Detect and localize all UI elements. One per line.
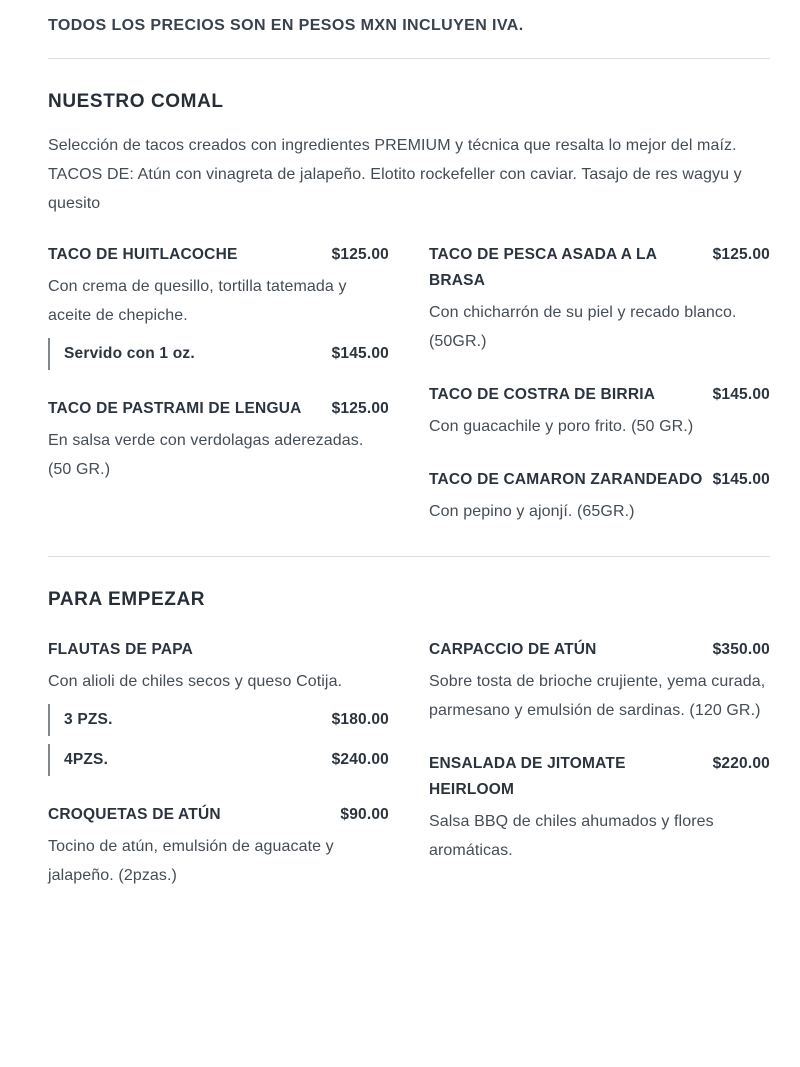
section-title: PARA EMPEZAR: [48, 589, 206, 610]
menu-item-head: [48, 396, 389, 422]
item-description: Con pepino y ajonjí. (65GR.): [429, 503, 635, 520]
menu-page: [48, 14, 770, 890]
item-name: TACO DE CAMARON ZARANDEADO: [429, 471, 703, 488]
menu-item-head: [429, 242, 770, 294]
item-price: $350.00: [712, 641, 770, 658]
item-description: Sobre tosta de brioche crujiente, yema curada, parmesano y emulsión de sardinas. (120 GR.): [429, 673, 766, 719]
item-variant-row: [48, 338, 389, 370]
menu-column: [429, 637, 770, 865]
item-price: $125.00: [331, 400, 389, 417]
menu-section: [48, 58, 770, 526]
section-description: Selección de tacos creados con ingredientes PREMIUM y técnica que resalta lo mejor del maíz. TACOS DE: Atún con vinagreta de jalapeño. Elotito rockefeller con caviar. Tasajo de res wagyu y quesito: [48, 137, 742, 212]
menu-item: [429, 242, 770, 356]
item-price: $145.00: [712, 386, 770, 403]
item-name: TACO DE PASTRAMI DE LENGUA: [48, 400, 302, 417]
variant-price: $145.00: [331, 345, 389, 362]
variant-price: $180.00: [331, 711, 389, 728]
menu-section: [48, 556, 770, 890]
menu-column: [48, 242, 389, 484]
item-description: En salsa verde con verdolagas aderezadas. (50 GR.): [48, 432, 364, 478]
item-description: Salsa BBQ de chiles ahumados y flores aromáticas.: [429, 813, 714, 859]
section-divider: [48, 58, 770, 59]
section-divider: [48, 556, 770, 557]
section-title: NUESTRO COMAL: [48, 91, 224, 112]
item-price: $125.00: [712, 246, 770, 263]
variant-label: Servido con 1 oz.: [64, 345, 195, 362]
item-description: Con guacachile y poro frito. (50 GR.): [429, 418, 694, 435]
menu-item: [429, 467, 770, 526]
item-variant-row: [48, 704, 389, 736]
menu-column: [429, 242, 770, 526]
item-name: CROQUETAS DE ATÚN: [48, 806, 221, 823]
item-name: FLAUTAS DE PAPA: [48, 641, 194, 658]
item-description: Tocino de atún, emulsión de aguacate y jalapeño. (2pzas.): [48, 838, 334, 884]
item-variant-row: [48, 744, 389, 776]
menu-item: [48, 242, 389, 370]
menu-item-head: [48, 637, 389, 663]
menu-item: [48, 637, 389, 776]
item-price: $90.00: [340, 806, 389, 823]
menu-item: [429, 637, 770, 725]
menu-item-head: [429, 382, 770, 408]
variant-price: $240.00: [331, 751, 389, 768]
item-price: $220.00: [712, 755, 770, 772]
menu-item-head: [48, 242, 389, 268]
item-description: Con crema de quesillo, tortilla tatemada y aceite de chepiche.: [48, 278, 347, 324]
menu-columns: [48, 637, 770, 890]
item-name: TACO DE PESCA ASADA A LA BRASA: [429, 246, 657, 289]
menu-item: [48, 802, 389, 890]
variant-label: 4PZS.: [64, 751, 109, 768]
item-description: Con alioli de chiles secos y queso Cotija.: [48, 673, 343, 690]
menu-columns: [48, 242, 770, 526]
item-price: $145.00: [712, 471, 770, 488]
price-note: TODOS LOS PRECIOS SON EN PESOS MXN INCLUYEN IVA.: [48, 17, 524, 34]
menu-item: [429, 751, 770, 865]
menu-sections: [48, 58, 770, 890]
menu-column: [48, 637, 389, 890]
item-name: ENSALADA DE JITOMATE HEIRLOOM: [429, 755, 626, 798]
menu-item-head: [429, 637, 770, 663]
variant-label: 3 PZS.: [64, 711, 113, 728]
menu-item-head: [429, 751, 770, 803]
item-name: TACO DE HUITLACOCHE: [48, 246, 238, 263]
menu-item: [429, 382, 770, 441]
item-name: TACO DE COSTRA DE BIRRIA: [429, 386, 656, 403]
menu-item: [48, 396, 389, 484]
item-price: $125.00: [331, 246, 389, 263]
menu-item-head: [429, 467, 770, 493]
item-description: Con chicharrón de su piel y recado blanco. (50GR.): [429, 304, 737, 350]
menu-item-head: [48, 802, 389, 828]
item-name: CARPACCIO DE ATÚN: [429, 641, 597, 658]
